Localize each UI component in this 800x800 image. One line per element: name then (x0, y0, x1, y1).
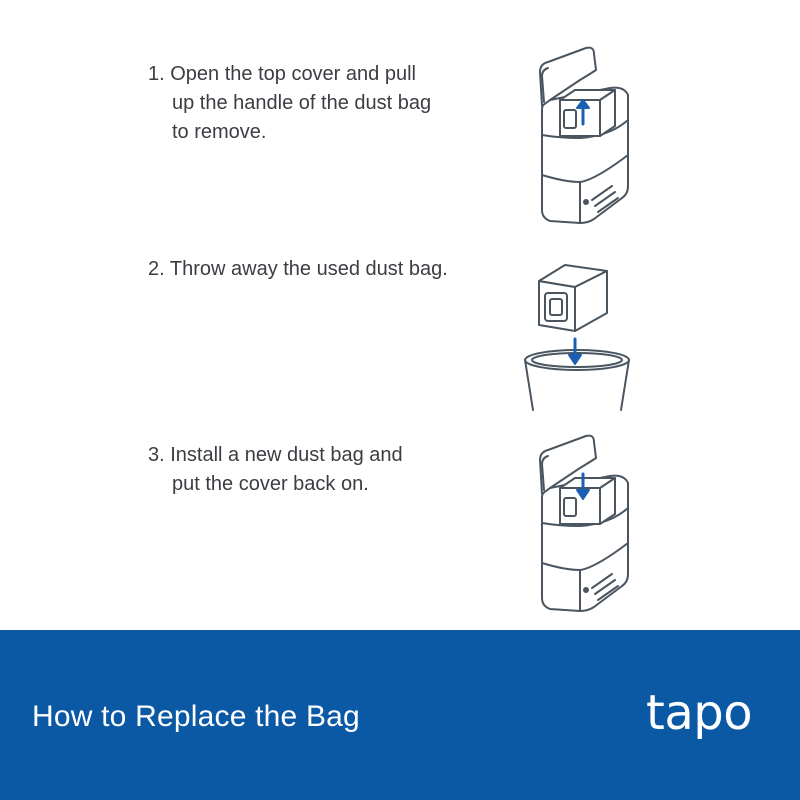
step-1-line-3: to remove. (172, 121, 267, 143)
step-1-text (148, 60, 431, 147)
footer-banner (0, 630, 800, 800)
dust-station-open-remove-icon (520, 40, 650, 225)
step-1-line-1: 1. Open the top cover and pull (148, 63, 416, 85)
footer-title: How to Replace the Bag (32, 700, 360, 733)
dust-station-install-icon (520, 428, 650, 613)
step-2-text (148, 255, 448, 284)
step-1-line-2: up the handle of the dust bag (172, 92, 432, 114)
step-2-line-1: 2. Throw away the used dust bag. (148, 258, 448, 280)
step-3-text (148, 441, 403, 499)
bag-to-trash-icon (515, 255, 645, 415)
step-3-line-2: put the cover back on. (172, 473, 369, 495)
tapo-logo: tapo (646, 685, 753, 741)
step-3-line-1: 3. Install a new dust bag and (148, 444, 403, 466)
